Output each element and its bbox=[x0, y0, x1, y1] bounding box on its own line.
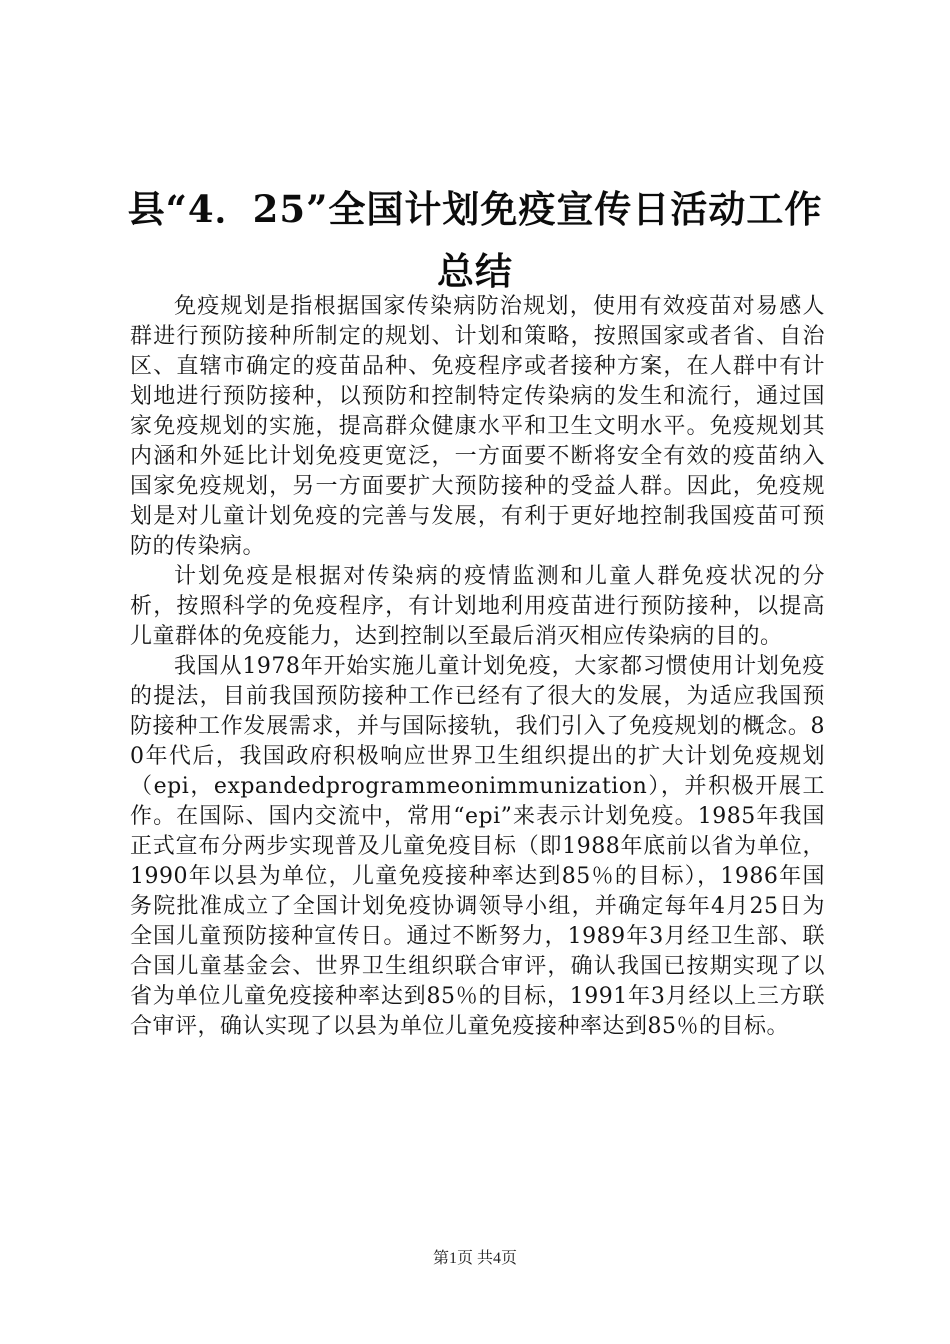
document-body bbox=[130, 292, 825, 1042]
paragraph-1: 免疫规划是指根据国家传染病防治规划，使用有效疫苗对易感人群进行预防接种所制定的规划、计划和策略，按照国家或者省、自治区、直辖市确定的疫苗品种、免疫程序或者接种方案，在人群中有计划地进行预防接种，以预防和控制特定传染病的发生和流行，通过国家免疫规划的实施，提高群众健康水平和卫生文明水平。免疫规划其内涵和外延比计划免疫更宽泛，一方面要不断将安全有效的疫苗纳入国家免疫规划，另一方面要扩大预防接种的受益人群。因此，免疫规划是对儿童计划免疫的完善与发展，有利于更好地控制我国疫苗可预防的传染病。 bbox=[130, 294, 825, 559]
page-footer: 第1页 共4页 bbox=[432, 1250, 517, 1267]
paragraph-2: 计划免疫是根据对传染病的疫情监测和儿童人群免疫状况的分析，按照科学的免疫程序，有计划地利用疫苗进行预防接种，以提高儿童群体的免疫能力，达到控制以至最后消灭相应传染病的目的。 bbox=[130, 564, 825, 649]
paragraph-3: 我国从1978年开始实施儿童计划免疫，大家都习惯使用计划免疫的提法，目前我国预防接种工作已经有了很大的发展，为适应我国预防接种工作发展需求，并与国际接轨，我们引入了免疫规划的概念。80年代后，我国政府积极响应世界卫生组织提出的扩大计划免疫规划（epi，expandedprogrammeonimmunization），并积极开展工作。在国际、国内交流中，常用“epi”来表示计划免疫。1985年我国正式宣布分两步实现普及儿童免疫目标（即1988年底前以省为单位，1990年以县为单位，儿童免疫接种率达到85％的目标），1986年国务院批准成立了全国计划免疫协调领导小组，并确定每年4月25日为全国儿童预防接种宣传日。通过不断努力，1989年3月经卫生部、联合国儿童基金会、世界卫生组织联合审评，确认我国已按期实现了以省为单位儿童免疫接种率达到85％的目标，1991年3月经以上三方联合审评，确认实现了以县为单位儿童免疫接种率达到85％的目标。 bbox=[130, 654, 825, 1039]
document-title: 县“4．25”全国计划免疫宣传日活动工作总结 bbox=[127, 187, 823, 293]
